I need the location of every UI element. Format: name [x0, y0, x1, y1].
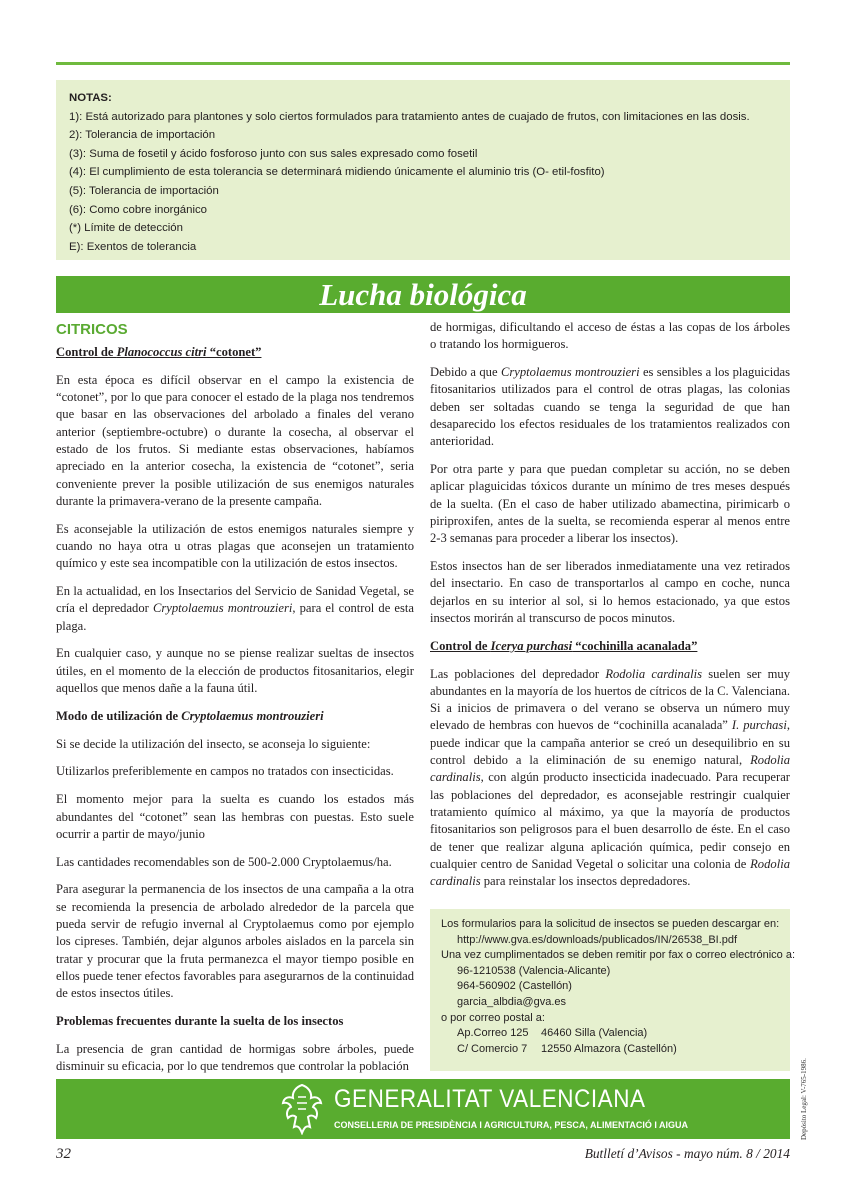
paragraph-text: , con algún producto insecticida inadecuado. Para recuperar las poblaciones del depredador, es aconsejable restringir cualquier tratamiento químico al máximo, ya que la mayoría de productos fitosanitarios son peligrosos para el buen desarrollo de éste. En el caso de tener que realizar alguna aplicación química, pedir consejo en cualquier centro de Sanidad Vegetal o solicitar una colonia de [430, 770, 790, 871]
notes-box [56, 80, 790, 260]
paragraph-text: En la actualidad, en los Insectarios del Servicio de Sanidad Vegetal, se cría el depredador [56, 584, 414, 616]
paragraph: Utilizarlos preferiblemente en campos no tratados con insecticidas. [56, 764, 394, 779]
paragraph-text: suelen ser muy abundantes en la mayoría de los huertos de cítricos de la C. Valenciana. Si a inicios de primavera o del verano se observa un número muy elevado de hembras con huevos de “cochinilla acanalada” [430, 666, 790, 733]
paragraph: Por otra parte y para que puedan completar su acción, no se deben aplicar plaguicidas tóxicos durante un mínimo de tres meses después de la suelta. (En el caso de haber utilizado abamectina, pirimicarb o piriproxifen, antes de la suelta, se recomienda esperar al menos entre 2-3 semanas para proceder a liberar los insectos). [430, 462, 790, 546]
legal-deposit: Depósito Legal: V-765-1986. [800, 1058, 808, 1140]
page-number: 32 [56, 1146, 71, 1162]
paragraph [430, 364, 790, 450]
section-banner [56, 276, 790, 313]
species-name: Cryptolaemus montrouzieri [500, 365, 640, 380]
paragraph-text: Debido a que [430, 365, 501, 380]
species-name: Cryptolaemus montrouzieri [152, 601, 293, 616]
species-name: Rodolia cardinalis [605, 666, 703, 681]
paragraph: En cualquier caso, y aunque no se piense realizar sueltas de insectos útiles, en el momento de la elección de productos fitosanitarios, elegir aquellos que menos dañe a la fauna útil. [56, 646, 414, 696]
paragraph-text: Las poblaciones del depredador [430, 666, 606, 681]
subheading-species: Icerya purchasi [490, 638, 573, 653]
bat-emblem-icon [280, 1083, 324, 1135]
paragraph [56, 583, 414, 635]
paragraph: En esta época es difícil observar en el campo la existencia de “cotonet”, por lo que para conocer el estado de la plaga nos tendremos que basar en las observaciones del arbolado a finales del verano anterior (septiembre-octubre) o durante la cosecha, al observar el estado de los frutos. Si mediante estas observaciones, habíamos apreciado en la anterior cosecha, la existencia de “cotonet”, seria conveniente prever la posible utilización de sus enemigos naturales durante la primavera-verano de la presente campaña. [56, 372, 414, 508]
paragraph: El momento mejor para la suelta es cuando los estados más abundantes del “cotonet” sean las hembras con puestas. Esto suele ocurrir a partir de mayo/junio [56, 792, 414, 841]
left-column [56, 318, 414, 1075]
subheading-modo [56, 708, 414, 725]
paragraph: Es aconsejable la utilización de estos enemigos naturales siempre y cuando no haya otra u otras plagas que aconsejen un tratamiento químico y este sea incompatible con la utilización de estos insectos. [56, 521, 414, 571]
info-line: Los formularios para la solicitud de insectos se pueden descargar en: [441, 918, 780, 930]
subheading-species: Planococcus citri [116, 345, 207, 359]
paragraph-text: para reinstalar los insectos depredadores. [480, 874, 691, 889]
note-item: (3): Suma de fosetil y ácido fosforoso junto con sus sales expresado como fosetil [69, 147, 478, 160]
note-item: E): Exentos de tolerancia [69, 240, 197, 253]
subheading-icerya [430, 638, 790, 655]
fax-number: 964-560902 (Castellón) [457, 980, 572, 993]
logo-subtitle: CONSELLERIA DE PRESIDÈNCIA I AGRICULTURA, PESCA, ALIMENTACIÓ I AIGUA [334, 1120, 689, 1130]
paragraph-text: , puede indicar que la campaña anterior se creó un desequilibrio en su control debido a la eliminación de su enemigo natural, [430, 718, 790, 768]
subheading-text: Control de [56, 345, 117, 359]
subheading-text: “cochinilla acanalada” [572, 638, 698, 653]
top-rule [56, 62, 790, 65]
info-box [430, 909, 796, 1071]
note-item: (6): Como cobre inorgánico [69, 203, 208, 216]
paragraph: Estos insectos han de ser liberados inmediatamente una vez retirados del insectario. En caso de transportarlos al campo en coche, nunca dejarlos en su interior al sol, si lo hemos estacionado, ya que estos insectos morirán al transcurso de pocos minutos. [430, 559, 790, 625]
subheading-planococcus [56, 344, 414, 361]
paragraph: de hormigas, dificultando el acceso de éstas a las copas de los árboles o tratando los hormigueros. [430, 320, 790, 352]
paragraph: Si se decide la utilización del insecto, se aconseja lo siguiente: [56, 736, 371, 751]
note-item: (4): El cumplimiento de esta tolerancia se determinará midiendo únicamente el aluminio tris (O- etil-fosfito) [69, 166, 605, 179]
email-link[interactable]: garcia_albdia@gva.es [457, 995, 567, 1008]
paragraph-text: es sensibles a los plaguicidas fitosanitarios utilizados para el control de otras plagas, las colonias deben ser soltadas cuando se tenga la seguridad de que han desaparecido los efectos residuales de los tratamientos realizados con anterioridad. [430, 365, 790, 449]
note-item: (*) Límite de detección [69, 222, 183, 235]
subheading-problemas: Problemas frecuentes durante la suelta de los insectos [56, 1014, 344, 1028]
note-item: 2): Tolerancia de importación [69, 129, 216, 142]
paragraph: La presencia de gran cantidad de hormigas sobre árboles, puede disminuir su eficacia, por lo que tendremos que controlar la población [56, 1041, 414, 1074]
notes-title: NOTAS: [69, 92, 112, 104]
subheading-species: Cryptolaemus montrouzieri [181, 708, 324, 723]
info-line: Una vez cumplimentados se deben remitir por fax o correo electrónico a: [441, 949, 796, 962]
banner-title: Lucha biológica [319, 277, 527, 312]
info-line: o por correo postal a: [441, 1011, 545, 1024]
fax-number: 96-1210538 (Valencia-Alicante) [457, 964, 611, 977]
logo-title: GENERALITAT VALENCIANA [334, 1085, 646, 1113]
paragraph: Las cantidades recomendables son de 500-2.000 Cryptolaemus/ha. [56, 854, 392, 869]
subheading-text: Control de [430, 638, 491, 653]
subheading-text: “cotonet” [206, 345, 262, 359]
right-column [430, 318, 790, 890]
footer-logo-band [56, 1079, 790, 1139]
download-link[interactable]: http://www.gva.es/downloads/publicados/IN/26538_BI.pdf [457, 933, 738, 946]
journal-title: Butlletí d’Avisos - mayo núm. 8 / 2014 [584, 1146, 790, 1161]
species-name: I. purchasi [731, 718, 787, 733]
postal-address [441, 1026, 780, 1042]
species-name: Rodolia cardinalis [430, 753, 790, 785]
paragraph-text: , para el control de esta plaga. [56, 601, 414, 633]
subheading-text: Modo de utilización de [56, 708, 182, 723]
address-street: Ap.Correo 125 [457, 1027, 529, 1040]
paragraph: Para asegurar la permanencia de los insectos de una campaña a la otra se recomienda la presencia de arbolado alrededor de la parcela que pueda servir de refugio invernal al Cryptolaemus como por ejemplo los cipreses. También, dejar algunos arboles aislados en la parcela sin tratar y procurar que la fruta permanezca el mayor tiempo posible en ellos puede tener efectos favorables para asegurarnos de la continuidad de estos insectos útiles. [56, 882, 414, 1001]
species-name: Rodolia cardinalis [430, 856, 790, 889]
paragraph [430, 666, 790, 891]
note-item: 1): Está autorizado para plantones y solo ciertos formulados para tratamiento antes de cuajado de frutos, con limitaciones en las dosis. [69, 110, 750, 123]
address-street: C/ Comercio 7 [457, 1042, 528, 1055]
section-title: CITRICOS [56, 321, 128, 338]
postal-address [441, 1042, 780, 1058]
note-item: (5): Tolerancia de importación [69, 184, 219, 197]
address-city: 46460 Silla (Valencia) [541, 1027, 648, 1040]
address-city: 12550 Almazora (Castellón) [541, 1042, 677, 1055]
